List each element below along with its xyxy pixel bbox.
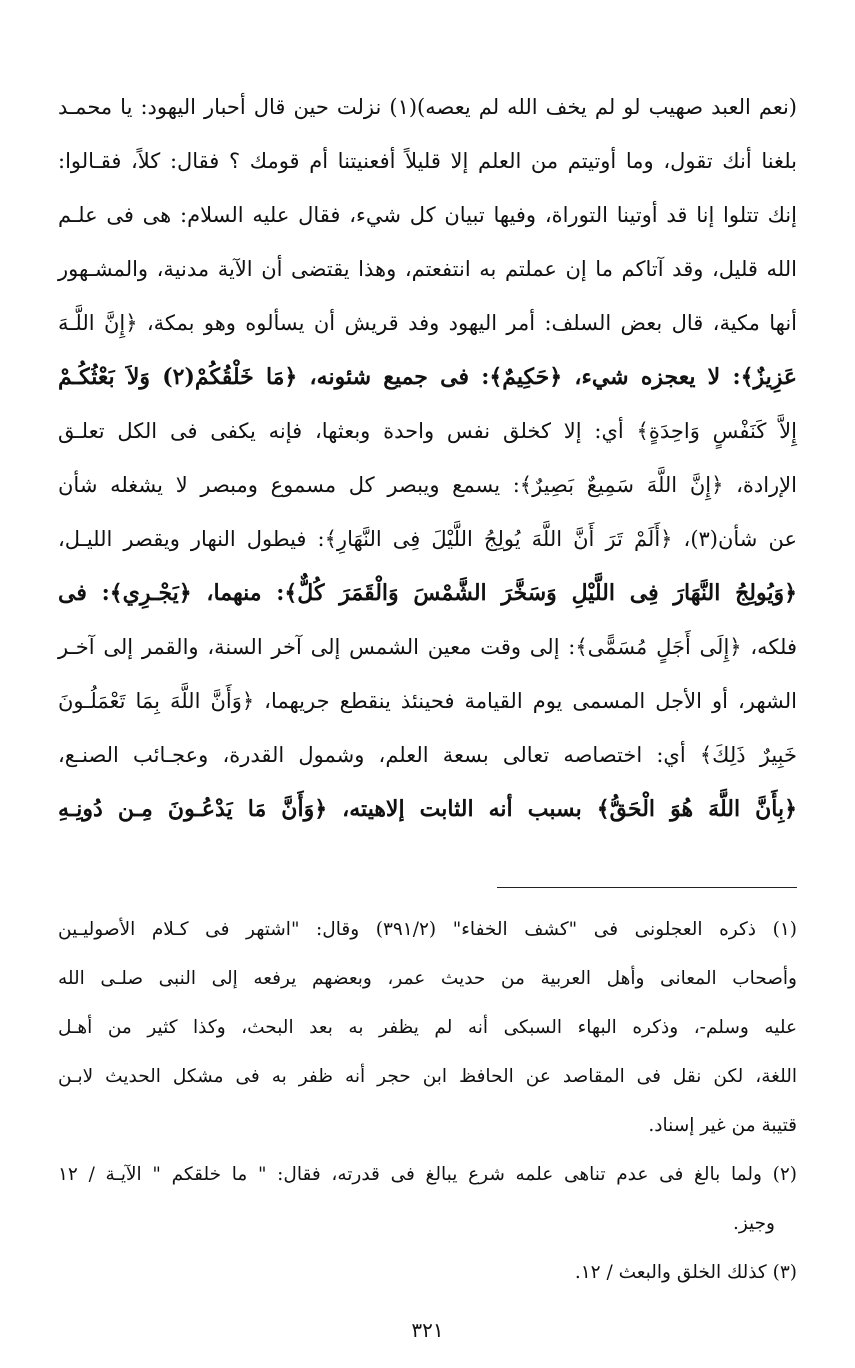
footnote-line: (١) ذكره العجلونى فى "كشف الخفاء" (٣٩١/٢) وقال: "اشتهر فى كـلام الأصوليـين [58,919,798,940]
text-line: الشهر، أو الأجل المسمى يوم القيامة فحينئذ ينقطع جريهما، ﴿وَأَنَّ اللَّهَ بِمَا تَعْمَلُـونَ [58,689,797,713]
footnote-separator [497,887,797,888]
text-line: عن شأن(٣)، ﴿أَلَمْ تَرَ أَنَّ اللَّهَ يُولِجُ اللَّيْلَ فِى النَّهَارِ﴾: فيطول النهار ويقصر الليـل، [58,527,797,551]
footnote-line: قتيبة من غير إسناد. [648,1115,797,1136]
footnote-line: عليه وسلم-، وذكره البهاء السبكى أنه لم يظفر به بعد البحث، وكذا كثير من أهـل [58,1017,797,1038]
text-line: الله قليل، وقد آتاكم ما إن عملتم به انتفعتم، وهذا يقتضى أن الآية مدنية، والمشـهور [58,257,797,281]
footnotes [58,905,797,1297]
footnote-line: اللغة، لكن نقل فى المقاصد عن الحافظ ابن حجر أنه ظفر به فى مشكل الحديث لابـن [58,1066,797,1087]
text-line: خَبِيرٌ ذَلِكَ﴾ أي: اختصاصه تعالى بسعة العلم، وشمول القدرة، وعجـائب الصنـع، [58,743,797,767]
text-line: فلكه، ﴿إِلَى أَجَلٍ مُسَمًّى﴾: إلى وقت معين الشمس إلى آخر السنة، والقمر إلى آخـر [58,635,797,659]
text-line: بلغنا أنك تقول، وما أوتيتم من العلم إلا قليلاً أفعنيتنا أم قومك ؟ فقال: كلاً، فقـالوا: [58,149,797,173]
main-text [58,80,797,836]
text-line: (نعم العبد صهيب لو لم يخف الله لم يعصه)(١) نزلت حين قال أحبار اليهود: يا محمـد [58,95,797,119]
footnote-line: وجيز. [732,1213,775,1234]
text-line: إنك تتلوا إنا قد أوتينا التوراة، وفيها تبيان كل شيء، فقال عليه السلام: هى فى علـم [58,203,797,227]
text-line: ﴿بِأَنَّ اللَّهَ هُوَ الْحَقُّ﴾ بسبب أنه الثابت إلاهيته، ﴿وَأَنَّ مَا يَدْعُـونَ مِـن دُونِـهِ [58,796,797,822]
footnote-line: وأصحاب المعانى وأهل العربية من حديث عمر، وبعضهم يرفعه إلى النبى صلـى الله [58,968,797,989]
footnote-line: (٢) ولما بالغ فى عدم تناهى علمه شرع يبالغ فى قدرته، فقال: " ما خلقكم " الآيـة / ١٢ [58,1164,797,1185]
text-line: إِلاَّ كَنَفْسٍ وَاحِدَةٍ﴾ أي: إلا كخلق نفس واحدة وبعثها، فإنه يكفى فى الكل تعلـق [58,419,797,443]
page-number: ٣٢١ [411,1318,444,1342]
text-line: عَزِيزٌ﴾: لا يعجزه شيء، ﴿حَكِيمٌ﴾: فى جميع شئونه، ﴿مَا خَلْقُكُمْ(٢) وَلاَ بَعْثُكُـمْ [58,364,797,390]
footnote-line: (٣) كذلك الخلق والبعث / ١٢. [574,1262,797,1283]
text-line: ﴿وَيُولِجُ النَّهَارَ فِى اللَّيْلِ وَسَخَّرَ الشَّمْسَ وَالْقَمَرَ كُلٌّ﴾: منهما، ﴿يَجْـرِي﴾: فى [58,580,797,606]
text-line: الإرادة، ﴿إِنَّ اللَّهَ سَمِيعٌ بَصِيرٌ﴾: يسمع ويبصر كل مسموع ومبصر لا يشغله شأن [58,473,797,497]
text-line: أنها مكية، قال بعض السلف: أمر اليهود وفد قريش أن يسألوه وهو بمكة، ﴿إِنَّ اللَّـهَ [58,311,797,335]
